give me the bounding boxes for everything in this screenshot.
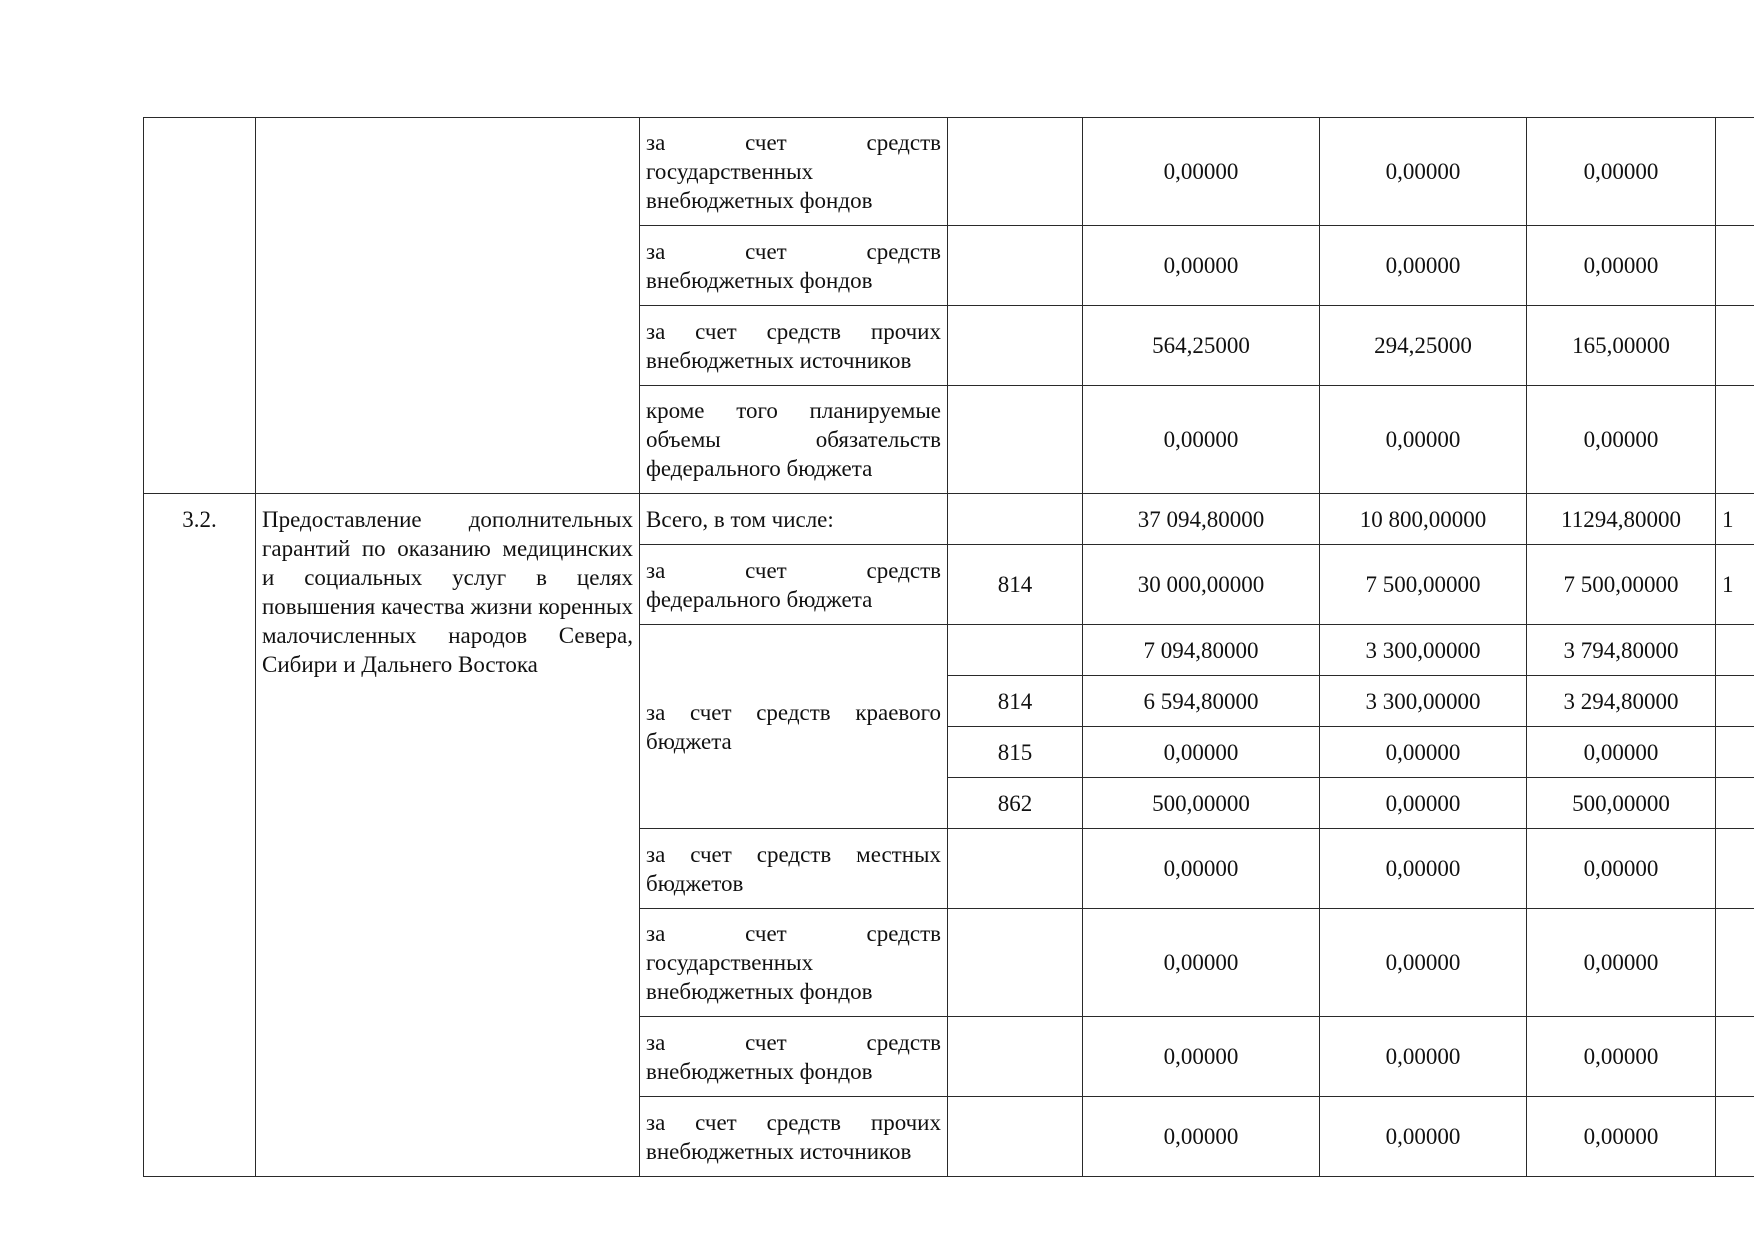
amount-year-3	[1716, 625, 1754, 676]
amount-year-3	[1716, 727, 1754, 778]
amount-year-2: 0,00000	[1527, 829, 1716, 909]
amount-total: 37 094,80000	[1083, 494, 1320, 545]
source-label: за счет средств внебюджетных фондов	[640, 1017, 948, 1097]
amount-total: 0,00000	[1083, 909, 1320, 1017]
amount-year-1: 0,00000	[1320, 118, 1527, 226]
table-row	[144, 118, 1754, 226]
item-number: 3.2.	[144, 494, 256, 1177]
amount-year-1: 0,00000	[1320, 727, 1527, 778]
amount-total: 0,00000	[1083, 118, 1320, 226]
amount-year-2: 11294,80000	[1527, 494, 1716, 545]
amount-year-3: 1	[1716, 545, 1754, 625]
amount-year-3	[1716, 1097, 1754, 1177]
source-label: кроме того планируемые объемы обязательств федерального бюджета	[640, 386, 948, 494]
amount-year-3	[1716, 1017, 1754, 1097]
amount-year-3	[1716, 226, 1754, 306]
source-label: за счет средств федерального бюджета	[640, 545, 948, 625]
table-row	[144, 494, 1754, 545]
source-label: за счет средств прочих внебюджетных источников	[640, 306, 948, 386]
amount-year-2: 0,00000	[1527, 1097, 1716, 1177]
amount-total: 0,00000	[1083, 226, 1320, 306]
amount-year-3	[1716, 778, 1754, 829]
amount-year-1: 294,25000	[1320, 306, 1527, 386]
amount-year-1: 0,00000	[1320, 386, 1527, 494]
amount-year-3: 1	[1716, 494, 1754, 545]
budget-code	[948, 625, 1083, 676]
budget-code	[948, 494, 1083, 545]
budget-code	[948, 829, 1083, 909]
amount-total: 500,00000	[1083, 778, 1320, 829]
amount-year-2: 0,00000	[1527, 909, 1716, 1017]
amount-year-1: 0,00000	[1320, 226, 1527, 306]
amount-year-2: 165,00000	[1527, 306, 1716, 386]
regional-budget-label: за счет средств краевого бюджета	[640, 625, 948, 829]
source-label: за счет средств местных бюджетов	[640, 829, 948, 909]
amount-year-1: 0,00000	[1320, 1097, 1527, 1177]
item-title-cell-empty	[256, 118, 640, 494]
source-label: за счет средств государственных внебюджетных фондов	[640, 909, 948, 1017]
source-label: за счет средств государственных внебюджетных фондов	[640, 118, 948, 226]
budget-code	[948, 1017, 1083, 1097]
budget-code	[948, 226, 1083, 306]
amount-year-2: 3 294,80000	[1527, 676, 1716, 727]
amount-year-1: 0,00000	[1320, 829, 1527, 909]
budget-code: 862	[948, 778, 1083, 829]
amount-total: 0,00000	[1083, 1017, 1320, 1097]
amount-year-1: 0,00000	[1320, 1017, 1527, 1097]
budget-code	[948, 386, 1083, 494]
amount-year-1: 3 300,00000	[1320, 676, 1527, 727]
budget-code	[948, 306, 1083, 386]
budget-code	[948, 1097, 1083, 1177]
amount-year-1: 3 300,00000	[1320, 625, 1527, 676]
source-label: за счет средств внебюджетных фондов	[640, 226, 948, 306]
amount-year-2: 0,00000	[1527, 727, 1716, 778]
amount-total: 30 000,00000	[1083, 545, 1320, 625]
amount-year-3	[1716, 829, 1754, 909]
budget-code: 815	[948, 727, 1083, 778]
amount-year-3	[1716, 118, 1754, 226]
item-title: Предоставление дополнительных гарантий по оказанию медицинских и социальных услуг в целях повышения качества жизни коренных малочисленных народов Севера, Сибири и Дальнего Востока	[256, 494, 640, 1177]
total-label: Всего, в том числе:	[640, 494, 948, 545]
amount-total: 6 594,80000	[1083, 676, 1320, 727]
amount-year-3	[1716, 306, 1754, 386]
budget-code: 814	[948, 676, 1083, 727]
budget-code	[948, 118, 1083, 226]
amount-total: 0,00000	[1083, 1097, 1320, 1177]
amount-year-2: 3 794,80000	[1527, 625, 1716, 676]
funding-table	[143, 117, 1754, 1177]
amount-year-1: 0,00000	[1320, 909, 1527, 1017]
amount-year-3	[1716, 676, 1754, 727]
amount-year-2: 0,00000	[1527, 1017, 1716, 1097]
amount-total: 0,00000	[1083, 829, 1320, 909]
amount-year-1: 7 500,00000	[1320, 545, 1527, 625]
budget-code	[948, 909, 1083, 1017]
amount-total: 564,25000	[1083, 306, 1320, 386]
amount-year-2: 500,00000	[1527, 778, 1716, 829]
amount-total: 0,00000	[1083, 386, 1320, 494]
amount-year-2: 7 500,00000	[1527, 545, 1716, 625]
budget-code: 814	[948, 545, 1083, 625]
amount-total: 7 094,80000	[1083, 625, 1320, 676]
amount-year-2: 0,00000	[1527, 118, 1716, 226]
amount-total: 0,00000	[1083, 727, 1320, 778]
amount-year-1: 10 800,00000	[1320, 494, 1527, 545]
amount-year-2: 0,00000	[1527, 226, 1716, 306]
item-number-cell-empty	[144, 118, 256, 494]
amount-year-3	[1716, 386, 1754, 494]
source-label: за счет средств прочих внебюджетных источников	[640, 1097, 948, 1177]
amount-year-2: 0,00000	[1527, 386, 1716, 494]
amount-year-1: 0,00000	[1320, 778, 1527, 829]
amount-year-3	[1716, 909, 1754, 1017]
